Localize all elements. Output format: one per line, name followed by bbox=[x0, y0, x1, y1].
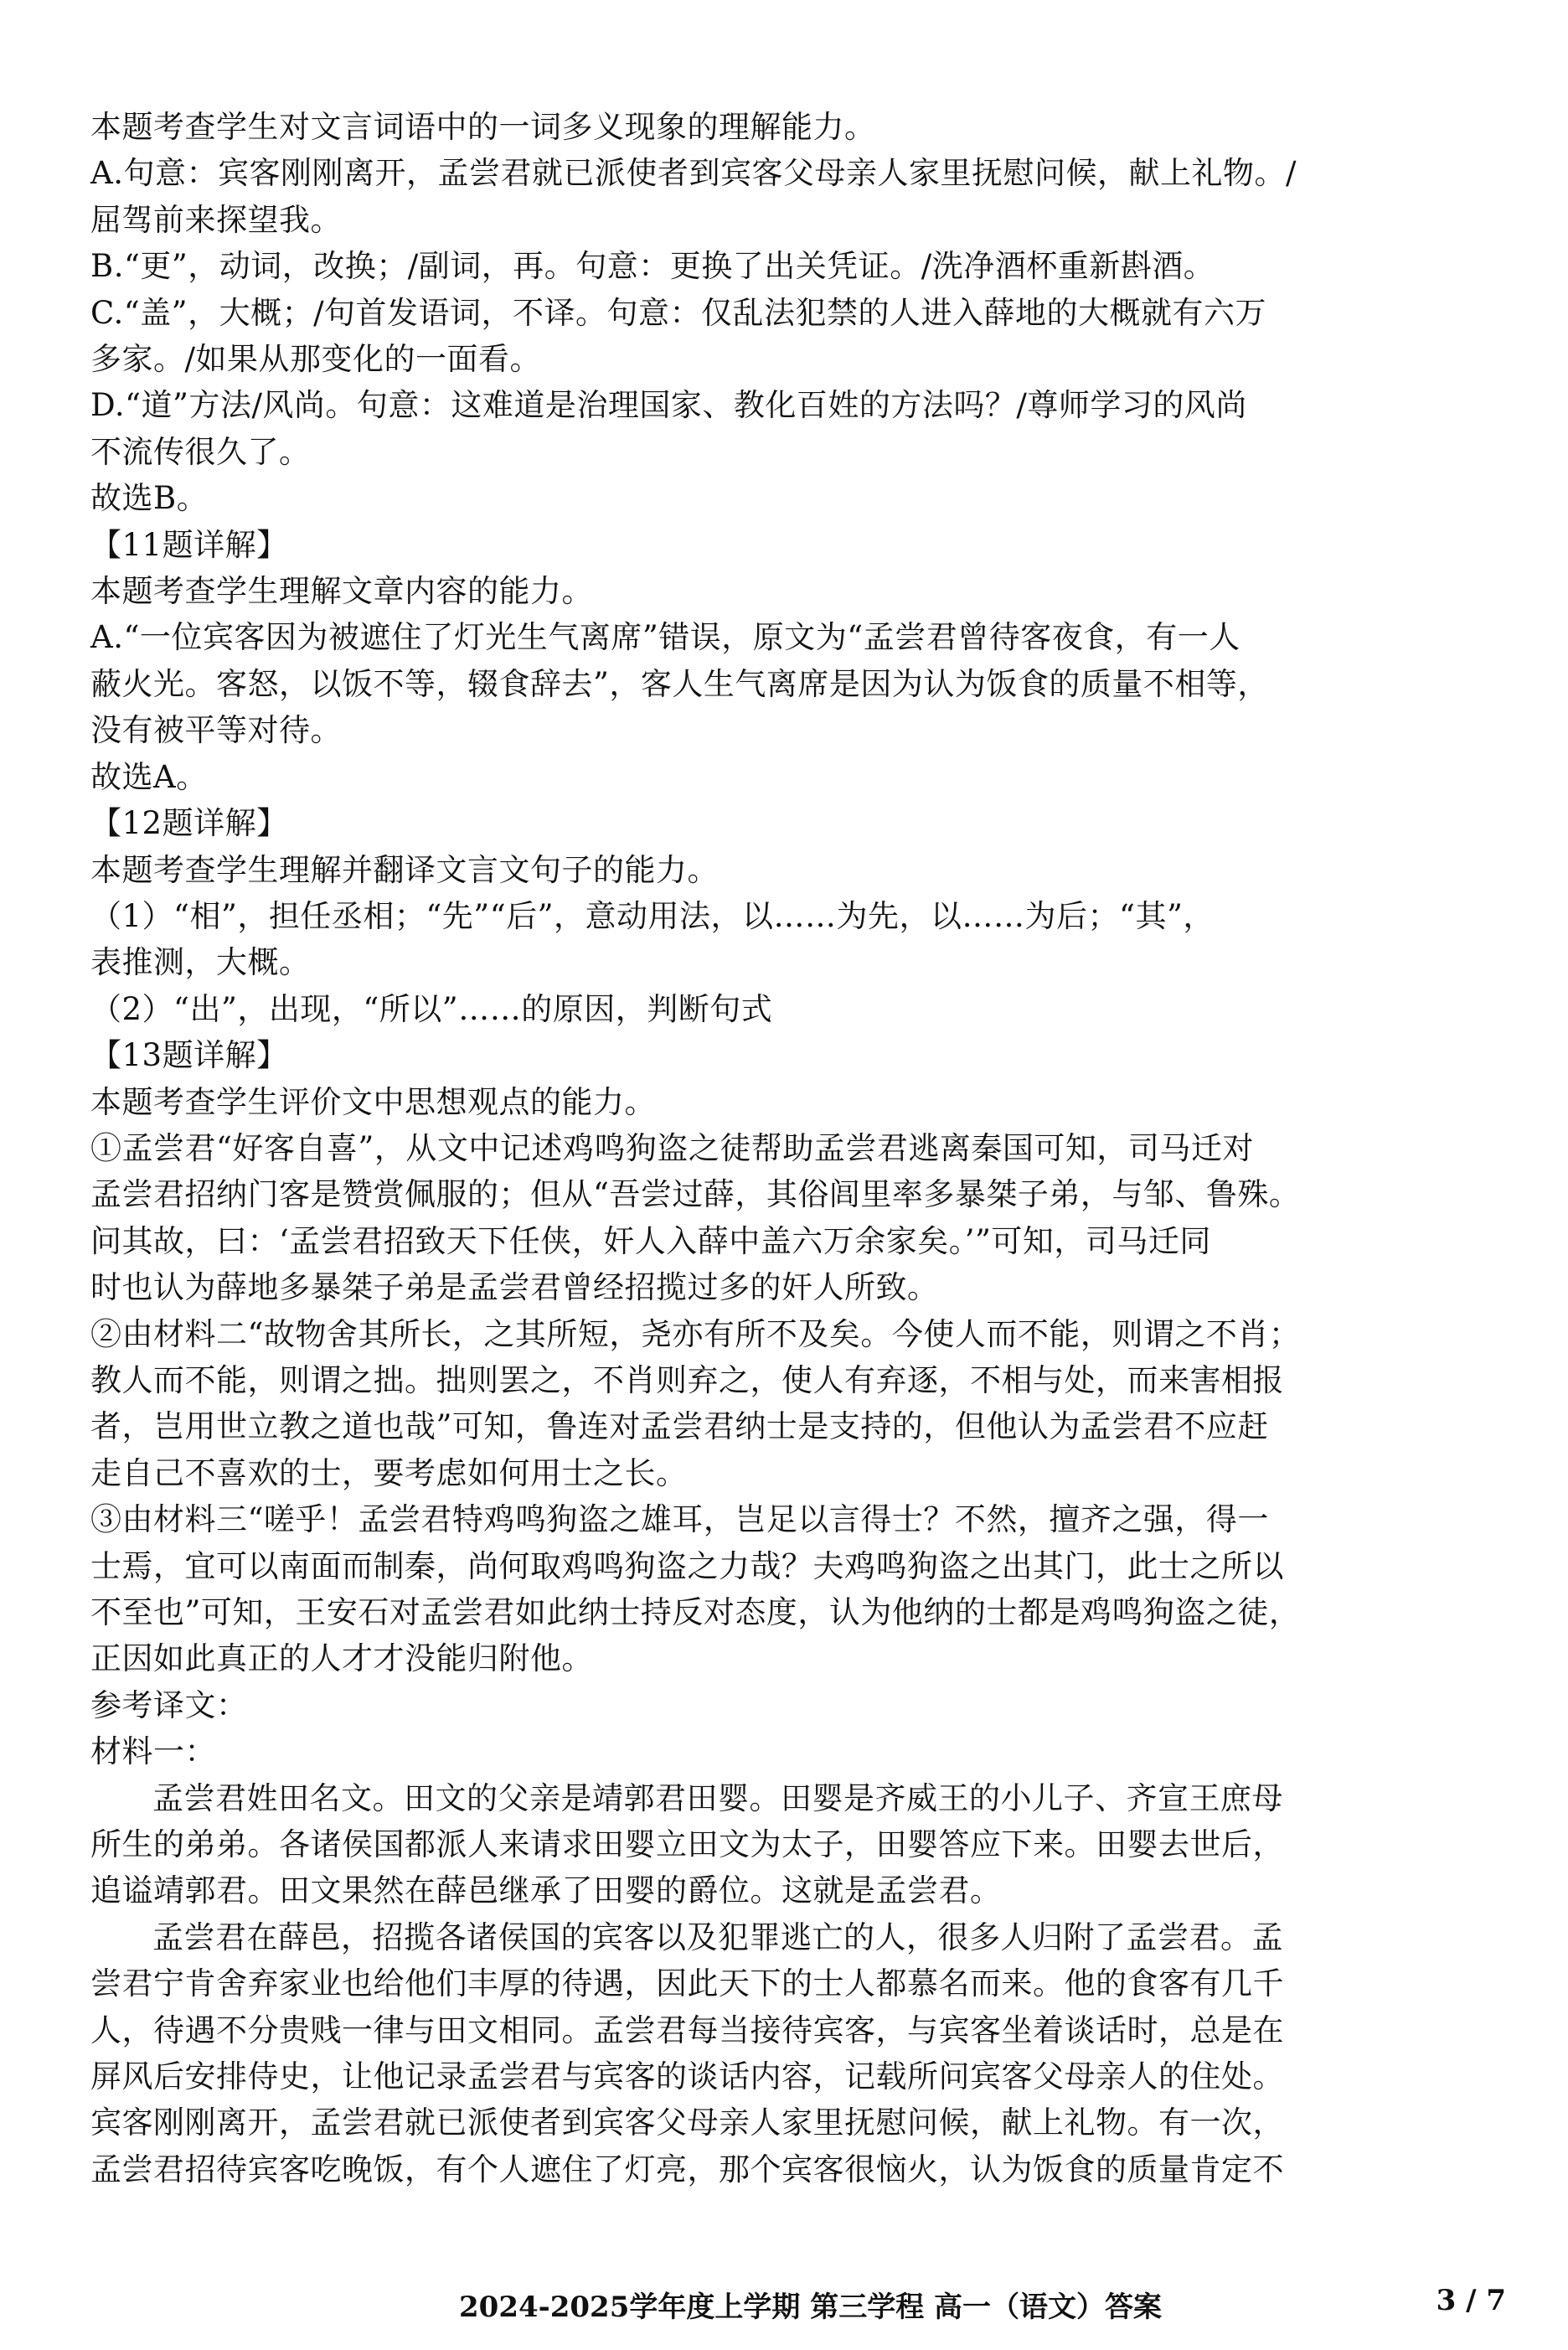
text-line: B.“更”，动词，改换；/副词，再。句意：更换了出关凭证。/洗净酒杯重新斟酒。 bbox=[90, 248, 1215, 285]
page-footer bbox=[90, 2284, 1506, 2324]
text-line: 参考译文： bbox=[90, 1686, 248, 1723]
text-line: 人，待遇不分贵贱一律与田文相同。孟尝君每当接待宾客，与宾客坐着谈话时，总是在 bbox=[90, 2012, 1284, 2048]
text-line: 者，岂用世立教之道也哉”可知，鲁连对孟尝君纳士是支持的，但他认为孟尝君不应赶 bbox=[90, 1408, 1269, 1445]
text-line: 本题考查学生对文言词语中的一词多义现象的理解能力。 bbox=[90, 109, 876, 145]
text-line: 本题考查学生理解文章内容的能力。 bbox=[90, 573, 593, 610]
text-line: 故选A。 bbox=[90, 758, 208, 795]
text-line: 不至也”可知，王安石对孟尝君如此纳士持反对态度，认为他纳的士都是鸡鸣狗盗之徒， bbox=[90, 1594, 1301, 1630]
text-line: 故选B。 bbox=[90, 480, 209, 517]
text-line: 屈驾前来探望我。 bbox=[90, 201, 342, 238]
text-line: 正因如此真正的人才才没能归附他。 bbox=[90, 1640, 593, 1677]
section-heading: 【13题详解】 bbox=[90, 1037, 288, 1074]
text-line: 材料一： bbox=[90, 1733, 216, 1770]
text-line: 多家。/如果从那变化的一面看。 bbox=[90, 341, 541, 378]
text-line: 走自己不喜欢的士，要考虑如何用士之长。 bbox=[90, 1454, 688, 1491]
text-line: 时也认为薛地多暴桀子弟是孟尝君曾经招揽过多的奸人所致。 bbox=[90, 1269, 939, 1306]
text-line: 没有被平等对待。 bbox=[90, 712, 342, 749]
text-line: ②由材料二“故物舍其所长，之其所短，尧亦有所不及矣。今使人而不能，则谓之不肖； bbox=[90, 1315, 1301, 1352]
text-line: （2）“出”，出现，“所以”……的原因，判断句式 bbox=[90, 990, 773, 1027]
answer-content bbox=[90, 104, 1504, 2192]
text-line: 孟尝君姓田名文。田文的父亲是靖郭君田婴。田婴是齐威王的小儿子、齐宣王庶母 bbox=[152, 1779, 1283, 1816]
section-heading: 【11题详解】 bbox=[90, 526, 288, 563]
page-number: 3 / 7 bbox=[1436, 2284, 1506, 2317]
text-line: 宾客刚刚离开，孟尝君就已派使者到宾客父母亲人家里抚慰问候，献上礼物。有一次， bbox=[90, 2105, 1284, 2141]
text-line: 本题考查学生评价文中思想观点的能力。 bbox=[90, 1083, 656, 1120]
text-line: 教人而不能，则谓之拙。拙则罢之，不肖则弃之，使人有弃逐，不相与处，而来害相报 bbox=[90, 1361, 1284, 1398]
text-line: ③由材料三“嗟乎！孟尝君特鸡鸣狗盗之雄耳，岂足以言得士？不然，擅齐之强，得一 bbox=[90, 1501, 1269, 1538]
text-line: ①孟尝君“好客自喜”，从文中记述鸡鸣狗盗之徒帮助孟尝君逃离秦国可知，司马迁对 bbox=[90, 1129, 1254, 1166]
text-line: 所生的弟弟。各诸侯国都派人来请求田婴立田文为太子，田婴答应下来。田婴去世后， bbox=[90, 1826, 1284, 1863]
text-line: 蔽火光。客怒，以饭不等，辍食辞去”，客人生气离席是因为认为饭食的质量不相等， bbox=[90, 665, 1269, 702]
text-line: 孟尝君招纳门客是赞赏佩服的；但从“吾尝过薛，其俗闾里率多暴桀子弟，与邹、鲁殊。 bbox=[90, 1176, 1301, 1213]
text-line: 问其故，曰：‘孟尝君招致天下任侠，奸人入薛中盖六万余家矣。’”可知，司马迁同 bbox=[90, 1222, 1211, 1259]
text-line: 孟尝君招待宾客吃晚饭，有个人遮住了灯亮，那个宾客很恼火，认为饭食的质量肯定不 bbox=[90, 2151, 1284, 2187]
footer-title: 2024-2025学年度上学期 第三学程 高一（语文）答案 bbox=[459, 2291, 1163, 2324]
text-line: 屏风后安排侍史，让他记录孟尝君与宾客的谈话内容，记载所问宾客父母亲人的住处。 bbox=[90, 2058, 1284, 2095]
text-line: 表推测，大概。 bbox=[90, 944, 311, 981]
text-line: 本题考查学生理解并翻译文言文句子的能力。 bbox=[90, 851, 719, 888]
text-line: C.“盖”，大概；/句首发语词，不译。句意：仅乱法犯禁的人进入薛地的大概就有六万 bbox=[90, 294, 1267, 331]
text-line: A.“一位宾客因为被遮住了灯光生气离席”错误，原文为“孟尝君曾待客夜食，有一人 bbox=[90, 619, 1240, 656]
text-line: 不流传很久了。 bbox=[90, 433, 311, 470]
text-line: 追谥靖郭君。田文果然在薛邑继承了田婴的爵位。这就是孟尝君。 bbox=[90, 1872, 1002, 1909]
text-line: 尝君宁肯舍弃家业也给他们丰厚的待遇，因此天下的士人都慕名而来。他的食客有几千 bbox=[90, 1965, 1284, 2002]
text-line: 士焉，宜可以南面而制秦，尚何取鸡鸣狗盗之力哉？夫鸡鸣狗盗之出其门，此士之所以 bbox=[90, 1547, 1284, 1584]
text-line: A.句意：宾客刚刚离开，孟尝君就已派使者到宾客父母亲人家里抚慰问候，献上礼物。/ bbox=[90, 155, 1297, 192]
text-line: 孟尝君在薛邑，招揽各诸侯国的宾客以及犯罪逃亡的人，很多人归附了孟尝君。孟 bbox=[152, 1919, 1283, 1955]
text-line: （1）“相”，担任丞相；“先”“后”，意动用法，以……为先，以……为后；“其”， bbox=[90, 897, 1215, 934]
text-line: D.“道”方法/风尚。句意：这难道是治理国家、教化百姓的方法吗？/尊师学习的风尚 bbox=[90, 387, 1247, 424]
section-heading: 【12题详解】 bbox=[90, 805, 288, 842]
